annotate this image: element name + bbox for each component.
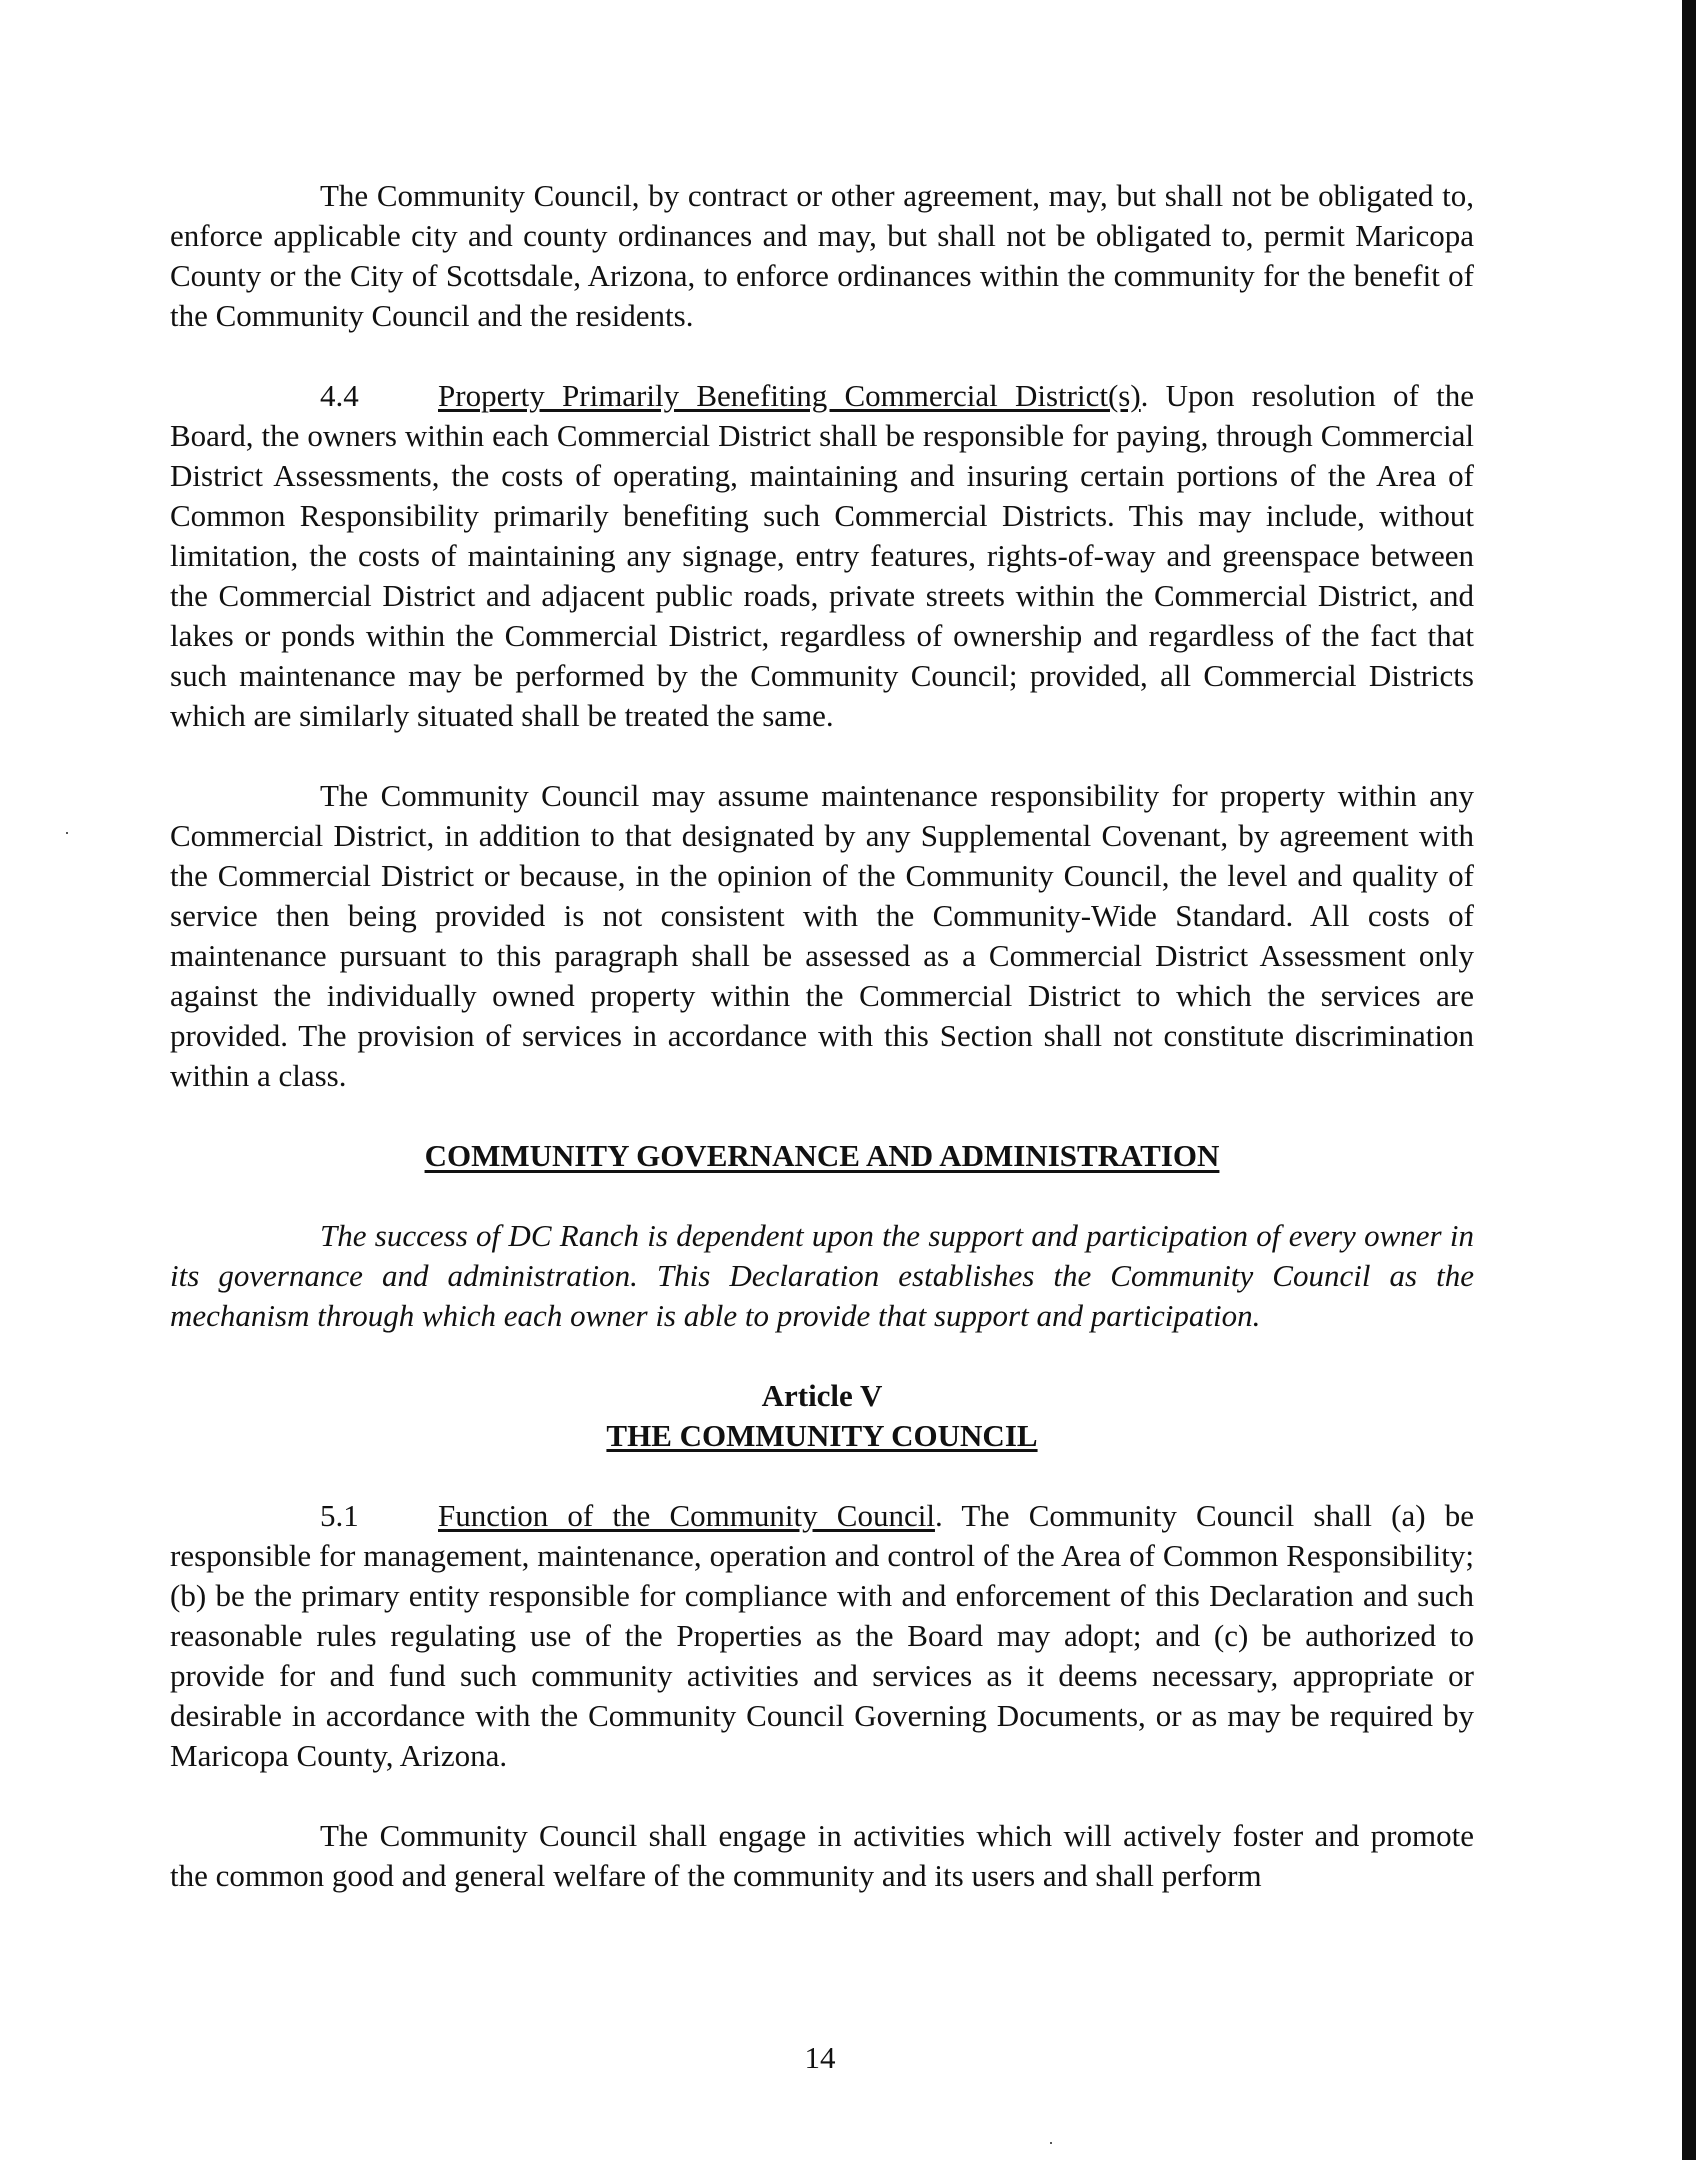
section-body: . Upon resolution of the Board, the owners within each Commercial District shall be responsible for paying, through Commercial District Assessments, the costs of operating, maintaining and insuring certain portions of the Area of Common Responsibility primarily benefiting such Commercial Districts. This may include, without limitation, the costs of maintaining any signage, entry features, rights-of-way and greenspace between the Commercial District and adjacent public roads, private streets within the Commercial District, and lakes or ponds within the Commercial District, regardless of ownership and regardless of the fact that such maintenance may be performed by the Community Council; provided, all Commercial Districts which are similarly situated shall be treated the same. [170,378,1474,733]
section-number: 4.4 [320,378,359,413]
article-title: THE COMMUNITY COUNCIL [606,1418,1038,1453]
page-number: 14 [804,2040,836,2075]
article-heading [170,1376,1474,1456]
scan-speck [66,832,68,834]
governance-heading [170,1136,1474,1176]
section-5-1 [170,1496,1474,1776]
paragraph-ordinance-enforcement: The Community Council, by contract or other agreement, may, but shall not be obligated to, enforce applicable city and county ordinances and may, but shall not be obligated to, permit Maricopa County or the City of Scottsdale, Arizona, to enforce ordinances within the community for the benefit of the Community Council and the residents. [170,178,1474,333]
scan-edge-shadow [1682,0,1696,2160]
document-page [170,176,1474,1936]
article-label: Article V [761,1378,883,1413]
governance-intro: The success of DC Ranch is dependent upon the support and participation of every owner in its governance and administration. This Declaration establishes the Community Council as the mechanism through which each owner is able to provide that support and participation. [170,1218,1474,1333]
section-number: 5.1 [320,1498,359,1533]
paragraph-maintenance-responsibility: The Community Council may assume maintenance responsibility for property within any Commercial District, in addition to that designated by any Supplemental Covenant, by agreement with the Commercial District or because, in the opinion of the Community Council, the level and quality of service then being provided is not consistent with the Community-Wide Standard. All costs of maintenance pursuant to this paragraph shall be assessed as a Commercial District Assessment only against the individually owned property within the Commercial District to which the services are provided. The provision of services in accordance with this Section shall not constitute discrimination within a class. [170,778,1474,1093]
governance-heading-text: COMMUNITY GOVERNANCE AND ADMINISTRATION [424,1138,1220,1173]
paragraph-community-activities: The Community Council shall engage in activities which will actively foster and promote the common good and general welfare of the community and its users and shall perform [170,1818,1474,1893]
section-4-4 [170,376,1474,736]
scan-speck [1050,2142,1052,2144]
section-title: Property Primarily Benefiting Commercial District(s) [438,378,1141,413]
section-title: Function of the Community Council [438,1498,935,1533]
section-body: . The Community Council shall (a) be responsible for management, maintenance, operation and control of the Area of Common Responsibility; (b) be the primary entity responsible for compliance with and enforcement of this Declaration and such reasonable rules regulating use of the Properties as the Board may adopt; and (c) be authorized to provide for and fund such community activities and services as it deems necessary, appropriate or desirable in accordance with the Community Council Governing Documents, or as may be required by Maricopa County, Arizona. [170,1498,1474,1773]
